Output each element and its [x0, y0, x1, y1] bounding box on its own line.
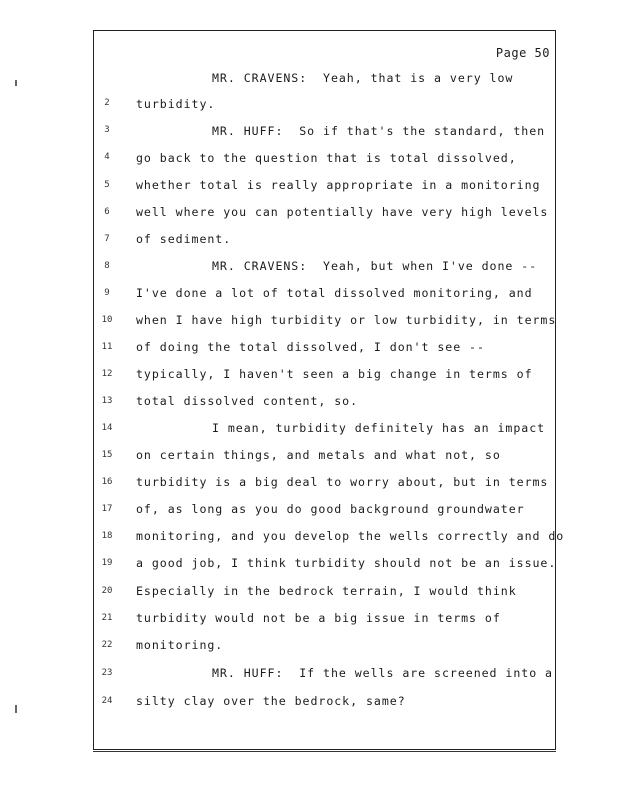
transcript-line: I mean, turbidity definitely has an impact: [212, 421, 546, 435]
transcript-line: MR. HUFF: If the wells are screened into a: [212, 666, 553, 680]
line-number: 17: [101, 504, 113, 514]
transcript-line: a good job, I think turbidity should not be an issue.: [136, 556, 557, 570]
transcript-line: monitoring.: [136, 638, 224, 652]
transcript-line: MR. HUFF: So if that's the standard, then: [212, 124, 546, 138]
transcript-line: typically, I haven't seen a big change in terms of: [136, 367, 533, 381]
transcript-line: when I have high turbidity or low turbidity, in terms: [136, 313, 557, 327]
line-number: 11: [101, 342, 113, 352]
line-number: 21: [101, 613, 113, 623]
line-number: 15: [101, 450, 113, 460]
transcript-line: MR. CRAVENS: Yeah, that is a very low: [212, 71, 514, 85]
transcript-line: Especially in the bedrock terrain, I would think: [136, 584, 517, 598]
line-number: 24: [101, 696, 113, 706]
transcript-line: turbidity is a big deal to worry about, but in terms: [136, 475, 549, 489]
transcript-line: of doing the total dissolved, I don't see --: [136, 340, 485, 354]
line-number: 23: [101, 668, 113, 678]
line-number: 7: [104, 234, 110, 244]
line-number: 18: [101, 531, 113, 541]
scan-speck: [15, 80, 17, 86]
line-number: 10: [101, 315, 113, 325]
transcript-line: MR. CRAVENS: Yeah, but when I've done --: [212, 259, 538, 273]
transcript-line: total dissolved content, so.: [136, 394, 359, 408]
line-number: 2: [104, 98, 110, 108]
line-number: 14: [101, 423, 113, 433]
line-number: 6: [104, 207, 110, 217]
line-number: 5: [104, 180, 110, 190]
footer-rule: [93, 751, 556, 752]
transcript-line: monitoring, and you develop the wells correctly and do: [136, 529, 565, 543]
line-number: 3: [104, 125, 110, 135]
line-number: 12: [101, 369, 113, 379]
line-number: 13: [101, 396, 113, 406]
line-number: 22: [101, 640, 113, 650]
transcript-line: whether total is really appropriate in a monitoring: [136, 178, 541, 192]
line-number: 19: [101, 558, 113, 568]
transcript-line: I've done a lot of total dissolved monitoring, and: [136, 286, 533, 300]
transcript-line: go back to the question that is total dissolved,: [136, 151, 517, 165]
line-number: 16: [101, 477, 113, 487]
transcript-line: of, as long as you do good background groundwater: [136, 502, 525, 516]
page-number: Page 50: [495, 46, 550, 60]
transcript-line: of sediment.: [136, 232, 232, 246]
scan-speck: [15, 705, 17, 713]
line-number: 4: [104, 152, 110, 162]
line-number: 20: [101, 586, 113, 596]
line-number: 8: [104, 261, 110, 271]
transcript-line: on certain things, and metals and what not, so: [136, 448, 501, 462]
line-number: 9: [104, 288, 110, 298]
transcript-line: turbidity.: [136, 97, 216, 111]
transcript-line: turbidity would not be a big issue in terms of: [136, 611, 501, 625]
transcript-line: well where you can potentially have very high levels: [136, 205, 549, 219]
transcript-line: silty clay over the bedrock, same?: [136, 694, 406, 708]
